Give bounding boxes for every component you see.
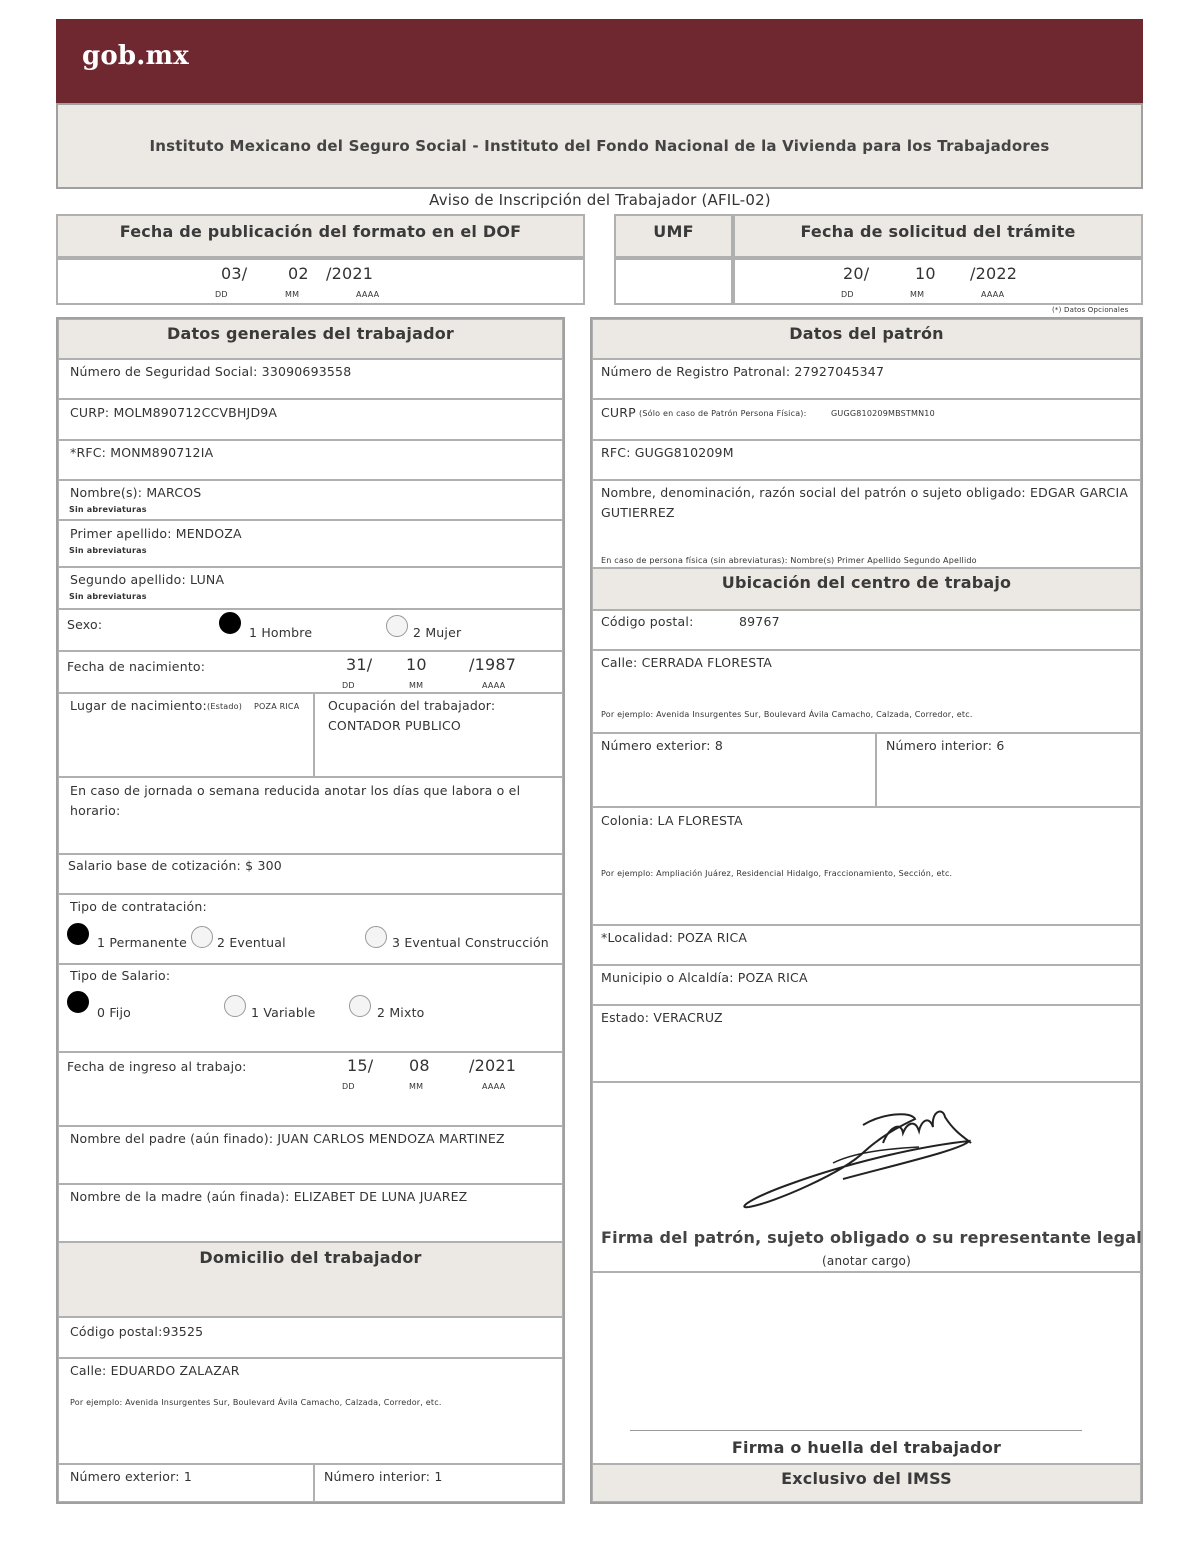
radio-eventual-construccion[interactable]: [365, 926, 387, 948]
patron-curp-note: (Sólo en caso de Patrón Persona Física):: [639, 409, 807, 418]
nacimiento-dd: 31/: [346, 655, 373, 674]
padre-field: Nombre del padre (aún finado): JUAN CARLOS MENDOZA MARTINEZ: [70, 1131, 505, 1146]
domicilio-header: [58, 1242, 563, 1317]
ubicacion-num-int-field: Número interior: 6: [886, 738, 1005, 753]
nss-cell: [58, 359, 563, 399]
nombre-cell: [58, 480, 563, 520]
sin-abreviaturas-note: Sin abreviaturas: [69, 592, 147, 601]
jornada-cell: [58, 777, 563, 854]
imss-label: Exclusivo del IMSS: [781, 1469, 952, 1488]
lugar-value: POZA RICA: [254, 702, 300, 711]
request-mm: 10: [915, 264, 936, 283]
mm-label: MM: [409, 1082, 424, 1091]
institution-header: [56, 103, 1143, 189]
sexo-label: Sexo:: [67, 617, 103, 632]
publication-mm: 02: [288, 264, 309, 283]
dd-label: DD: [841, 290, 854, 299]
ocupacion-value: CONTADOR PUBLICO: [328, 718, 461, 733]
radio-fijo-label: 0 Fijo: [97, 1005, 132, 1020]
ubicacion-calle-field: Calle: CERRADA FLORESTA: [601, 655, 773, 670]
request-date-header: [733, 214, 1143, 258]
worker-header: [58, 319, 563, 359]
municipio-cell: [592, 965, 1141, 1005]
madre-field: Nombre de la madre (aún finada): ELIZABET DE LUNA JUAREZ: [70, 1189, 468, 1204]
signature-line: [630, 1430, 1082, 1431]
padre-cell: [58, 1126, 563, 1184]
tipo-salario-cell: [58, 964, 563, 1052]
radio-mixto[interactable]: [349, 995, 371, 1017]
primer-apellido-cell: [58, 520, 563, 567]
sexo-cell: [58, 609, 563, 651]
ingreso-cell: [58, 1052, 563, 1126]
patron-cargo-label: (anotar cargo): [822, 1254, 911, 1268]
ingreso-mm: 08: [409, 1056, 430, 1075]
domicilio-calle-cell: [58, 1358, 563, 1464]
request-date-label: Fecha de solicitud del trámite: [800, 222, 1076, 241]
nss-field: Número de Seguridad Social: 33090693558: [70, 364, 352, 379]
segundo-apellido-field: Segundo apellido: LUNA: [70, 572, 225, 587]
patron-rfc-cell: [592, 440, 1141, 480]
estado-cell: [592, 1005, 1141, 1082]
publication-date-header: [56, 214, 585, 258]
aaaa-label: AAAA: [356, 290, 380, 299]
aaaa-label: AAAA: [981, 290, 1005, 299]
radio-variable[interactable]: [224, 995, 246, 1017]
patron-header: [592, 319, 1141, 359]
patron-nombre-cell: [592, 480, 1141, 568]
radio-permanente-label: 1 Permanente: [97, 935, 187, 950]
optional-note: (*) Datos Opcionales: [1052, 306, 1129, 314]
rfc-cell: [58, 440, 563, 480]
worker-title: Datos generales del trabajador: [166, 324, 455, 343]
radio-mujer-label: 2 Mujer: [413, 625, 462, 640]
estado-field: Estado: VERACRUZ: [601, 1010, 723, 1025]
umf-header: [614, 214, 733, 258]
patron-nombre-line1: Nombre, denominación, razón social del patrón o sujeto obligado: EDGAR GARCIA: [601, 485, 1129, 500]
imss-cell: [592, 1464, 1141, 1502]
localidad-cell: [592, 925, 1141, 965]
request-dd: 20/: [843, 264, 870, 283]
contratacion-cell: [58, 894, 563, 964]
ubicacion-cp-cell: [592, 610, 1141, 650]
publication-date-label: Fecha de publicación del formato en el DOF: [119, 222, 522, 241]
ubicacion-cp-label: Código postal:: [601, 614, 694, 629]
domicilio-cp-cell: [58, 1317, 563, 1358]
ubicacion-title: Ubicación del centro de trabajo: [721, 573, 1012, 592]
patron-title: Datos del patrón: [789, 324, 944, 343]
colonia-field: Colonia: LA FLORESTA: [601, 813, 743, 828]
umf-label: UMF: [653, 222, 694, 241]
lugar-cell: [58, 693, 314, 777]
radio-hombre-label: 1 Hombre: [249, 625, 313, 640]
ingreso-aaaa: /2021: [469, 1056, 517, 1075]
nacimiento-cell: [58, 651, 563, 693]
mm-label: MM: [285, 290, 300, 299]
ubicacion-header: [592, 568, 1141, 610]
dd-label: DD: [342, 1082, 355, 1091]
radio-mujer[interactable]: [386, 615, 408, 637]
curp-cell: [58, 399, 563, 440]
lugar-label: Lugar de nacimiento:: [70, 698, 207, 713]
contratacion-label: Tipo de contratación:: [70, 899, 207, 914]
colonia-example: Por ejemplo: Ampliación Juárez, Residencial Hidalgo, Fraccionamiento, Sección, etc.: [601, 869, 953, 878]
curp-field: CURP: MOLM890712CCVBHJD9A: [70, 405, 278, 420]
gob-banner: [56, 19, 1143, 103]
ocupacion-cell: [314, 693, 563, 777]
radio-variable-label: 1 Variable: [251, 1005, 316, 1020]
registro-cell: [592, 359, 1141, 399]
ubicacion-cp-value: 89767: [739, 614, 780, 629]
worker-signature-label: Firma o huella del trabajador: [731, 1438, 1002, 1457]
rfc-field: *RFC: MONM890712IA: [70, 445, 214, 460]
nacimiento-mm: 10: [406, 655, 427, 674]
registro-field: Número de Registro Patronal: 27927045347: [601, 364, 885, 379]
domicilio-calle-example: Por ejemplo: Avenida Insurgentes Sur, Boulevard Ávila Camacho, Calzada, Corredor, etc.: [70, 1398, 442, 1407]
ubicacion-num-ext-field: Número exterior: 8: [601, 738, 724, 753]
nacimiento-label: Fecha de nacimiento:: [67, 659, 206, 674]
primer-apellido-field: Primer apellido: MENDOZA: [70, 526, 242, 541]
institution-name: Instituto Mexicano del Seguro Social - Instituto del Fondo Nacional de la Vivienda para los Trabajadores: [149, 137, 1050, 155]
domicilio-title: Domicilio del trabajador: [199, 1248, 422, 1267]
ocupacion-label: Ocupación del trabajador:: [328, 698, 496, 713]
radio-hombre[interactable]: [219, 612, 241, 634]
radio-eventual[interactable]: [191, 926, 213, 948]
radio-fijo[interactable]: [67, 991, 89, 1013]
form-title: Aviso de Inscripción del Trabajador (AFIL-02): [429, 191, 771, 209]
worker-signature-cell: [592, 1272, 1141, 1464]
sin-abreviaturas-note: Sin abreviaturas: [69, 505, 147, 514]
sin-abreviaturas-note: Sin abreviaturas: [69, 546, 147, 555]
aaaa-label: AAAA: [482, 681, 506, 690]
tipo-salario-label: Tipo de Salario:: [70, 968, 171, 983]
publication-date-cell: [56, 258, 585, 305]
madre-cell: [58, 1184, 563, 1242]
domicilio-num-int-cell: [314, 1464, 563, 1502]
domicilio-calle-field: Calle: EDUARDO ZALAZAR: [70, 1363, 240, 1378]
localidad-field: *Localidad: POZA RICA: [601, 930, 748, 945]
colonia-cell: [592, 807, 1141, 925]
segundo-apellido-cell: [58, 567, 563, 609]
salario-cell: [58, 854, 563, 894]
radio-mixto-label: 2 Mixto: [377, 1005, 425, 1020]
municipio-field: Municipio o Alcaldía: POZA RICA: [601, 970, 808, 985]
ubicacion-calle-example: Por ejemplo: Avenida Insurgentes Sur, Boulevard Ávila Camacho, Calzada, Corredor, etc.: [601, 710, 973, 719]
patron-curp-cell: [592, 399, 1141, 440]
nacimiento-aaaa: /1987: [469, 655, 517, 674]
aaaa-label: AAAA: [482, 1082, 506, 1091]
ubicacion-num-int-cell: [876, 733, 1141, 807]
mm-label: MM: [910, 290, 925, 299]
radio-eventual-label: 2 Eventual: [217, 935, 286, 950]
patron-nombre-note: En caso de persona física (sin abreviaturas): Nombre(s) Primer Apellido Segundo Apellido: [601, 556, 977, 565]
patron-nombre-line2: GUTIERREZ: [601, 505, 675, 520]
domicilio-num-int-field: Número interior: 1: [324, 1469, 443, 1484]
radio-eventual-construccion-label: 3 Eventual Construcción: [392, 935, 549, 950]
dd-label: DD: [342, 681, 355, 690]
patron-curp-value: GUGG810209MBSTMN10: [831, 409, 935, 418]
nombre-field: Nombre(s): MARCOS: [70, 485, 202, 500]
request-aaaa: /2022: [970, 264, 1018, 283]
jornada-line1: En caso de jornada o semana reducida anotar los días que labora o el: [70, 783, 521, 798]
mm-label: MM: [409, 681, 424, 690]
patron-signature: [733, 1103, 983, 1213]
patron-signature-label: Firma del patrón, sujeto obligado o su representante legal: [601, 1228, 1142, 1247]
patron-curp-label: CURP: [601, 405, 636, 420]
umf-cell: [614, 258, 733, 305]
ingreso-dd: 15/: [347, 1056, 374, 1075]
request-date-cell: [733, 258, 1143, 305]
domicilio-cp-field: Código postal:93525: [70, 1324, 204, 1339]
ingreso-label: Fecha de ingreso al trabajo:: [67, 1059, 247, 1074]
dd-label: DD: [215, 290, 228, 299]
patron-signature-cell: [592, 1082, 1141, 1272]
domicilio-num-ext-cell: [58, 1464, 314, 1502]
salario-field: Salario base de cotización: $ 300: [68, 858, 282, 873]
publication-aaaa: /2021: [326, 264, 374, 283]
patron-rfc-field: RFC: GUGG810209M: [601, 445, 734, 460]
lugar-estado-label: (Estado): [207, 702, 243, 711]
gob-logo: gob.mx: [82, 41, 189, 71]
publication-dd: 03/: [221, 264, 248, 283]
jornada-line2: horario:: [70, 803, 121, 818]
radio-permanente[interactable]: [67, 923, 89, 945]
ubicacion-num-ext-cell: [592, 733, 876, 807]
ubicacion-calle-cell: [592, 650, 1141, 733]
domicilio-num-ext-field: Número exterior: 1: [70, 1469, 193, 1484]
